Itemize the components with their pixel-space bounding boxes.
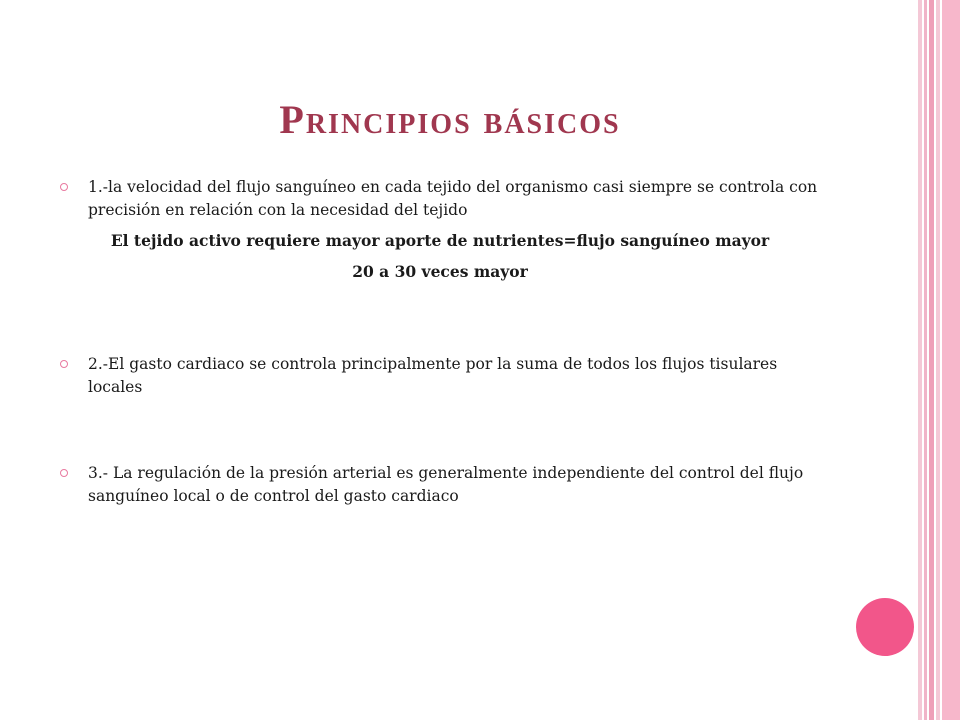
decorative-circle [856, 598, 914, 656]
emphasis-line-1: El tejido activo requiere mayor aporte de nutrientes=flujo sanguíneo mayor [110, 231, 770, 250]
decorative-stripe [924, 0, 927, 720]
decorative-stripe [929, 0, 934, 720]
bullet-circle-icon [60, 360, 68, 368]
bullet-text: 1.-la velocidad del flujo sanguíneo en cada tejido del organismo casi siempre se controla con precisión en relación con la necesidad del tejido [88, 178, 818, 219]
slide-title: Principios básicos [279, 97, 621, 142]
bullet-text: 3.- La regulación de la presión arterial es generalmente independiente del control del flujo sanguíneo local o de control del gasto cardiaco [88, 464, 804, 505]
decorative-stripe [918, 0, 922, 720]
bullet-text: 2.-El gasto cardiaco se controla principalmente por la suma de todos los flujos tisulares locales [88, 355, 778, 396]
bullet-item-3 [60, 462, 830, 508]
bullet-item-2 [60, 353, 830, 399]
decorative-stripe [936, 0, 940, 720]
bullet-circle-icon [60, 183, 68, 191]
bullet-circle-icon [60, 469, 68, 477]
bullet-item-1 [60, 176, 830, 222]
decorative-stripe [942, 0, 960, 720]
emphasis-line-2: 20 a 30 veces mayor [352, 262, 528, 281]
